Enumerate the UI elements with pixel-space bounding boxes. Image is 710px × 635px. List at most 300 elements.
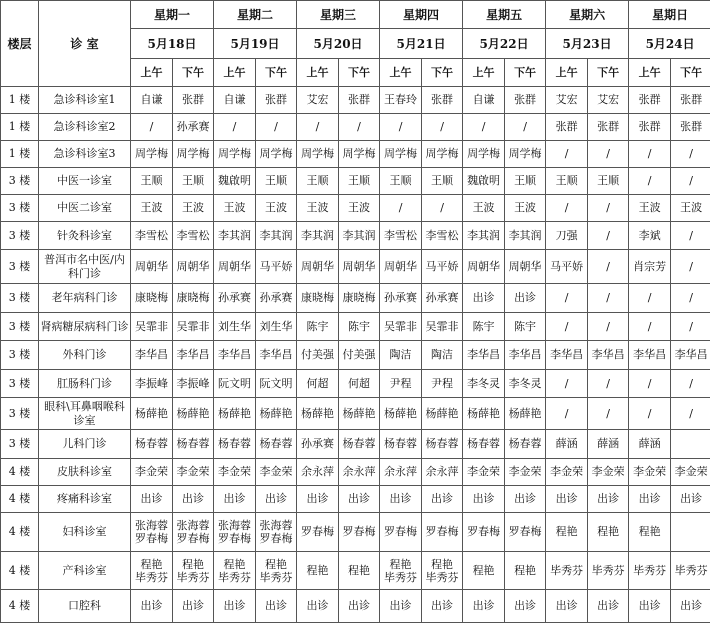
clinic-name-cell: 中医一诊室	[39, 168, 131, 195]
clinic-name-cell: 急诊科诊室3	[39, 141, 131, 168]
am-doctor-cell: 出诊	[131, 590, 173, 623]
am-doctor-cell: 刀强	[546, 222, 588, 250]
am-doctor-cell: 李金荣	[546, 459, 588, 486]
floor-cell: 4 楼	[1, 590, 39, 623]
clinic-name-cell: 妇科诊室	[39, 513, 131, 552]
am-doctor-cell: 周学梅	[131, 141, 173, 168]
pm-doctor-cell: 杨春蓉	[422, 430, 463, 459]
pm-doctor-cell: 出诊	[505, 284, 546, 313]
am-doctor-cell: 阮文明	[214, 370, 256, 398]
pm-doctor-cell: 余永萍	[339, 459, 380, 486]
pm-doctor-cell: 李冬灵	[505, 370, 546, 398]
table-row	[1, 250, 710, 284]
am-doctor-cell: /	[546, 195, 588, 222]
pm-doctor-cell: /	[671, 313, 710, 341]
pm-doctor-cell: 刘生华	[256, 313, 297, 341]
pm-doctor-cell: 李华昌	[588, 341, 629, 370]
am-doctor-cell: 马平娇	[546, 250, 588, 284]
am-doctor-cell: 魏啟明	[214, 168, 256, 195]
pm-doctor-cell: /	[588, 141, 629, 168]
pm-doctor-cell: 出诊	[339, 590, 380, 623]
pm-doctor-cell: 程艳 毕秀芬	[422, 552, 463, 590]
pm-header: 下午	[422, 59, 463, 87]
pm-doctor-cell: /	[339, 114, 380, 141]
clinic-name-cell: 急诊科诊室1	[39, 87, 131, 114]
am-doctor-cell: 李华昌	[629, 341, 671, 370]
am-doctor-cell: /	[629, 141, 671, 168]
am-doctor-cell: 周朝华	[214, 250, 256, 284]
table-row	[1, 195, 710, 222]
pm-doctor-cell: /	[588, 195, 629, 222]
pm-doctor-cell: 出诊	[256, 590, 297, 623]
am-doctor-cell: 李雪松	[380, 222, 422, 250]
am-doctor-cell: 自谦	[214, 87, 256, 114]
clinic-name-cell: 产科诊室	[39, 552, 131, 590]
pm-doctor-cell: 张海蓉 罗春梅	[256, 513, 297, 552]
am-doctor-cell: 艾宏	[297, 87, 339, 114]
am-header: 上午	[380, 59, 422, 87]
date-header: 5月23日	[546, 29, 629, 59]
am-doctor-cell: 康晓梅	[131, 284, 173, 313]
pm-doctor-cell: 王波	[173, 195, 214, 222]
am-doctor-cell: 尹程	[380, 370, 422, 398]
pm-doctor-cell: 程艳 毕秀芬	[173, 552, 214, 590]
weekday-header: 星期日	[629, 1, 710, 29]
floor-cell: 4 楼	[1, 552, 39, 590]
pm-doctor-cell: 出诊	[422, 590, 463, 623]
am-doctor-cell: /	[629, 370, 671, 398]
clinic-name-cell: 老年病科门诊	[39, 284, 131, 313]
am-doctor-cell: 薛涵	[629, 430, 671, 459]
weekday-header: 星期五	[463, 1, 546, 29]
am-doctor-cell: 杨薛艳	[297, 398, 339, 430]
am-doctor-cell: 张海蓉 罗春梅	[131, 513, 173, 552]
am-doctor-cell: 王波	[131, 195, 173, 222]
pm-doctor-cell: 王顺	[588, 168, 629, 195]
am-doctor-cell: /	[297, 114, 339, 141]
pm-doctor-cell: /	[422, 195, 463, 222]
clinic-name-cell: 针灸科诊室	[39, 222, 131, 250]
pm-doctor-cell: 杨薛艳	[256, 398, 297, 430]
am-header: 上午	[297, 59, 339, 87]
pm-doctor-cell: /	[588, 284, 629, 313]
clinic-name-cell: 疼痛科诊室	[39, 486, 131, 513]
am-doctor-cell: 李金荣	[463, 459, 505, 486]
am-doctor-cell: 李斌	[629, 222, 671, 250]
pm-doctor-cell	[671, 430, 710, 459]
am-doctor-cell: /	[380, 114, 422, 141]
am-doctor-cell: /	[546, 284, 588, 313]
table-row	[1, 398, 710, 430]
weekday-header: 星期三	[297, 1, 380, 29]
pm-doctor-cell: 程艳	[505, 552, 546, 590]
am-doctor-cell: 杨薛艳	[214, 398, 256, 430]
pm-doctor-cell: 周朝华	[505, 250, 546, 284]
am-doctor-cell: 李华昌	[546, 341, 588, 370]
am-doctor-cell: /	[131, 114, 173, 141]
pm-doctor-cell: 张海蓉 罗春梅	[173, 513, 214, 552]
am-doctor-cell: 出诊	[214, 590, 256, 623]
am-header: 上午	[463, 59, 505, 87]
pm-header: 下午	[339, 59, 380, 87]
pm-doctor-cell: 出诊	[671, 590, 710, 623]
floor-cell: 3 楼	[1, 341, 39, 370]
am-doctor-cell: 李华昌	[463, 341, 505, 370]
pm-doctor-cell: 周学梅	[505, 141, 546, 168]
pm-doctor-cell: 薛涵	[588, 430, 629, 459]
date-header: 5月24日	[629, 29, 710, 59]
am-doctor-cell: 何超	[297, 370, 339, 398]
pm-doctor-cell: 付美强	[339, 341, 380, 370]
am-doctor-cell: 出诊	[297, 590, 339, 623]
am-doctor-cell: 出诊	[546, 590, 588, 623]
pm-doctor-cell: 杨春蓉	[173, 430, 214, 459]
pm-doctor-cell: 马平娇	[256, 250, 297, 284]
am-doctor-cell: 陶洁	[380, 341, 422, 370]
am-doctor-cell: 王顺	[297, 168, 339, 195]
floor-cell: 3 楼	[1, 398, 39, 430]
clinic-name-cell: 中医二诊室	[39, 195, 131, 222]
floor-cell: 1 楼	[1, 141, 39, 168]
weekday-header: 星期六	[546, 1, 629, 29]
am-doctor-cell: 王波	[629, 195, 671, 222]
am-doctor-cell: 李其润	[297, 222, 339, 250]
pm-doctor-cell: 周学梅	[173, 141, 214, 168]
floor-cell: 3 楼	[1, 284, 39, 313]
am-doctor-cell: 程艳 毕秀芬	[214, 552, 256, 590]
weekday-header: 星期一	[131, 1, 214, 29]
am-doctor-cell: /	[629, 284, 671, 313]
pm-doctor-cell: 陶洁	[422, 341, 463, 370]
am-doctor-cell: 杨春蓉	[463, 430, 505, 459]
am-doctor-cell: 孙承赛	[297, 430, 339, 459]
clinic-name-cell: 肛肠科门诊	[39, 370, 131, 398]
pm-doctor-cell: /	[588, 398, 629, 430]
weekday-header: 星期四	[380, 1, 463, 29]
am-doctor-cell: 张海蓉 罗春梅	[214, 513, 256, 552]
am-doctor-cell: 李雪松	[131, 222, 173, 250]
am-doctor-cell: 出诊	[629, 590, 671, 623]
table-row	[1, 513, 710, 552]
pm-doctor-cell: 阮文明	[256, 370, 297, 398]
date-header: 5月22日	[463, 29, 546, 59]
pm-doctor-cell: 杨薛艳	[173, 398, 214, 430]
am-doctor-cell: 陈宇	[463, 313, 505, 341]
am-doctor-cell: 陈宇	[297, 313, 339, 341]
am-doctor-cell: 付美强	[297, 341, 339, 370]
table-row	[1, 370, 710, 398]
table-row	[1, 168, 710, 195]
pm-header: 下午	[173, 59, 214, 87]
floor-header: 楼层	[1, 1, 39, 87]
pm-doctor-cell: /	[671, 222, 710, 250]
pm-doctor-cell: 周学梅	[256, 141, 297, 168]
pm-doctor-cell: /	[588, 222, 629, 250]
date-header: 5月21日	[380, 29, 463, 59]
am-doctor-cell: /	[546, 370, 588, 398]
pm-doctor-cell: 出诊	[505, 590, 546, 623]
am-header: 上午	[546, 59, 588, 87]
table-row	[1, 87, 710, 114]
pm-header: 下午	[505, 59, 546, 87]
am-doctor-cell: 出诊	[463, 590, 505, 623]
pm-doctor-cell: 杨春蓉	[505, 430, 546, 459]
pm-doctor-cell: 李华昌	[256, 341, 297, 370]
pm-doctor-cell: 张群	[339, 87, 380, 114]
am-doctor-cell: 康晓梅	[297, 284, 339, 313]
pm-doctor-cell: 罗春梅	[339, 513, 380, 552]
table-row	[1, 590, 710, 623]
table-row	[1, 114, 710, 141]
am-doctor-cell: 李金荣	[629, 459, 671, 486]
am-doctor-cell: 出诊	[297, 486, 339, 513]
clinic-name-cell: 口腔科	[39, 590, 131, 623]
am-doctor-cell: 王顺	[546, 168, 588, 195]
pm-doctor-cell: /	[505, 114, 546, 141]
am-doctor-cell: 周朝华	[131, 250, 173, 284]
am-doctor-cell: 出诊	[629, 486, 671, 513]
pm-doctor-cell: 孙承赛	[422, 284, 463, 313]
pm-doctor-cell: 李其润	[256, 222, 297, 250]
pm-doctor-cell: 王波	[256, 195, 297, 222]
am-doctor-cell: 罗春梅	[463, 513, 505, 552]
am-doctor-cell: 出诊	[380, 486, 422, 513]
am-doctor-cell: 出诊	[463, 486, 505, 513]
am-doctor-cell: /	[214, 114, 256, 141]
pm-doctor-cell: 李金荣	[173, 459, 214, 486]
pm-doctor-cell: 李华昌	[505, 341, 546, 370]
pm-doctor-cell: 吴霏非	[173, 313, 214, 341]
clinic-name-cell: 急诊科诊室2	[39, 114, 131, 141]
schedule-body	[1, 87, 710, 623]
pm-doctor-cell: 张群	[671, 87, 710, 114]
pm-doctor-cell: 李其润	[505, 222, 546, 250]
pm-doctor-cell: 马平娇	[422, 250, 463, 284]
am-doctor-cell: /	[629, 313, 671, 341]
clinic-name-cell: 眼科\耳鼻咽喉科诊室	[39, 398, 131, 430]
am-doctor-cell: 张群	[546, 114, 588, 141]
am-doctor-cell: 李华昌	[214, 341, 256, 370]
pm-doctor-cell: 王波	[505, 195, 546, 222]
pm-header: 下午	[671, 59, 710, 87]
pm-doctor-cell: 陈宇	[505, 313, 546, 341]
am-doctor-cell: 李金荣	[131, 459, 173, 486]
table-row	[1, 486, 710, 513]
floor-cell: 3 楼	[1, 370, 39, 398]
pm-doctor-cell: 出诊	[256, 486, 297, 513]
pm-doctor-cell: 康晓梅	[339, 284, 380, 313]
am-doctor-cell: 王波	[463, 195, 505, 222]
pm-doctor-cell: 张群	[588, 114, 629, 141]
floor-cell: 4 楼	[1, 513, 39, 552]
am-doctor-cell: 杨薛艳	[131, 398, 173, 430]
weekday-header: 星期二	[214, 1, 297, 29]
pm-doctor-cell: 张群	[422, 87, 463, 114]
pm-doctor-cell: 杨春蓉	[339, 430, 380, 459]
pm-doctor-cell: /	[671, 168, 710, 195]
pm-doctor-cell: 孙承赛	[173, 114, 214, 141]
am-header: 上午	[131, 59, 173, 87]
am-doctor-cell: 杨春蓉	[131, 430, 173, 459]
pm-doctor-cell: 李金荣	[671, 459, 710, 486]
pm-doctor-cell: 周学梅	[339, 141, 380, 168]
am-doctor-cell: 杨薛艳	[463, 398, 505, 430]
am-doctor-cell: 周学梅	[214, 141, 256, 168]
table-row	[1, 341, 710, 370]
table-row	[1, 313, 710, 341]
pm-doctor-cell: /	[588, 313, 629, 341]
am-doctor-cell: 周学梅	[463, 141, 505, 168]
am-doctor-cell: 李其润	[214, 222, 256, 250]
clinic-name-cell: 皮肤科诊室	[39, 459, 131, 486]
table-row	[1, 552, 710, 590]
pm-doctor-cell: 李金荣	[505, 459, 546, 486]
pm-doctor-cell: 王顺	[505, 168, 546, 195]
am-doctor-cell: 程艳 毕秀芬	[380, 552, 422, 590]
am-doctor-cell: 肖宗芳	[629, 250, 671, 284]
floor-cell: 3 楼	[1, 250, 39, 284]
pm-doctor-cell: 程艳 毕秀芬	[256, 552, 297, 590]
pm-doctor-cell: /	[588, 370, 629, 398]
clinic-name-cell: 外科门诊	[39, 341, 131, 370]
date-header: 5月18日	[131, 29, 214, 59]
am-doctor-cell: 自谦	[463, 87, 505, 114]
pm-header: 下午	[256, 59, 297, 87]
pm-doctor-cell: 李金荣	[256, 459, 297, 486]
date-header: 5月20日	[297, 29, 380, 59]
pm-doctor-cell: /	[671, 141, 710, 168]
am-doctor-cell: 罗春梅	[297, 513, 339, 552]
pm-doctor-cell: 何超	[339, 370, 380, 398]
pm-doctor-cell: 王顺	[339, 168, 380, 195]
pm-doctor-cell: 孙承赛	[256, 284, 297, 313]
pm-doctor-cell: 杨薛艳	[339, 398, 380, 430]
floor-cell: 4 楼	[1, 459, 39, 486]
am-doctor-cell: 王波	[214, 195, 256, 222]
table-row	[1, 459, 710, 486]
pm-doctor-cell: 李华昌	[671, 341, 710, 370]
pm-doctor-cell: 张群	[173, 87, 214, 114]
pm-doctor-cell: 周朝华	[173, 250, 214, 284]
pm-doctor-cell: 出诊	[339, 486, 380, 513]
pm-doctor-cell: 张群	[671, 114, 710, 141]
am-doctor-cell: 程艳	[297, 552, 339, 590]
pm-doctor-cell: 出诊	[422, 486, 463, 513]
pm-doctor-cell: 出诊	[173, 486, 214, 513]
am-doctor-cell: /	[629, 168, 671, 195]
clinic-header: 诊 室	[39, 1, 131, 87]
am-doctor-cell: 自谦	[131, 87, 173, 114]
date-header: 5月19日	[214, 29, 297, 59]
am-doctor-cell: 程艳 毕秀芬	[131, 552, 173, 590]
pm-doctor-cell: 张群	[256, 87, 297, 114]
am-doctor-cell: 张群	[629, 87, 671, 114]
am-doctor-cell: /	[546, 313, 588, 341]
am-doctor-cell: 周朝华	[380, 250, 422, 284]
pm-doctor-cell: 周朝华	[339, 250, 380, 284]
am-doctor-cell: 王波	[297, 195, 339, 222]
pm-doctor-cell: 李其润	[339, 222, 380, 250]
pm-doctor-cell: 出诊	[671, 486, 710, 513]
am-doctor-cell: /	[546, 398, 588, 430]
am-doctor-cell: 出诊	[546, 486, 588, 513]
table-row	[1, 284, 710, 313]
am-doctor-cell: 杨春蓉	[214, 430, 256, 459]
am-doctor-cell: 出诊	[131, 486, 173, 513]
pm-doctor-cell: /	[671, 284, 710, 313]
am-doctor-cell: 王春玲	[380, 87, 422, 114]
pm-doctor-cell: 杨薛艳	[422, 398, 463, 430]
pm-doctor-cell: 吴霏非	[422, 313, 463, 341]
pm-doctor-cell: 王波	[671, 195, 710, 222]
floor-cell: 3 楼	[1, 168, 39, 195]
am-doctor-cell: 艾宏	[546, 87, 588, 114]
am-doctor-cell: /	[463, 114, 505, 141]
am-doctor-cell: 魏啟明	[463, 168, 505, 195]
am-doctor-cell: 李振峰	[131, 370, 173, 398]
am-header: 上午	[214, 59, 256, 87]
pm-doctor-cell: 王顺	[173, 168, 214, 195]
table-row	[1, 222, 710, 250]
am-doctor-cell: 刘生华	[214, 313, 256, 341]
pm-doctor-cell: 李雪松	[422, 222, 463, 250]
floor-cell: 1 楼	[1, 114, 39, 141]
am-doctor-cell: 薛涵	[546, 430, 588, 459]
clinic-name-cell: 肾病糖尿病科门诊	[39, 313, 131, 341]
am-doctor-cell: 张群	[629, 114, 671, 141]
pm-doctor-cell: 罗春梅	[505, 513, 546, 552]
pm-doctor-cell: 毕秀芬	[588, 552, 629, 590]
pm-doctor-cell: 张群	[505, 87, 546, 114]
table-row	[1, 141, 710, 168]
pm-doctor-cell: /	[671, 250, 710, 284]
pm-doctor-cell: 杨春蓉	[256, 430, 297, 459]
pm-doctor-cell: 艾宏	[588, 87, 629, 114]
pm-doctor-cell: 李振峰	[173, 370, 214, 398]
clinic-name-cell: 普洱市名中医/内科门诊	[39, 250, 131, 284]
am-doctor-cell: 吴霏非	[131, 313, 173, 341]
am-doctor-cell: 余永萍	[297, 459, 339, 486]
pm-doctor-cell: /	[588, 250, 629, 284]
am-doctor-cell: 杨薛艳	[380, 398, 422, 430]
am-doctor-cell: 王顺	[131, 168, 173, 195]
pm-doctor-cell: 周学梅	[422, 141, 463, 168]
am-doctor-cell: 李华昌	[131, 341, 173, 370]
pm-doctor-cell	[671, 513, 710, 552]
am-doctor-cell: /	[380, 195, 422, 222]
am-doctor-cell: /	[629, 398, 671, 430]
am-doctor-cell: 罗春梅	[380, 513, 422, 552]
pm-doctor-cell: 李雪松	[173, 222, 214, 250]
am-doctor-cell: 程艳	[546, 513, 588, 552]
floor-cell: 4 楼	[1, 486, 39, 513]
pm-doctor-cell: /	[671, 370, 710, 398]
floor-cell: 3 楼	[1, 222, 39, 250]
pm-doctor-cell: 陈宇	[339, 313, 380, 341]
pm-doctor-cell: 余永萍	[422, 459, 463, 486]
am-doctor-cell: 吴霏非	[380, 313, 422, 341]
am-doctor-cell: 孙承赛	[380, 284, 422, 313]
clinic-name-cell: 儿科门诊	[39, 430, 131, 459]
am-doctor-cell: 程艳	[463, 552, 505, 590]
table-row	[1, 430, 710, 459]
pm-doctor-cell: 李金荣	[588, 459, 629, 486]
floor-cell: 3 楼	[1, 195, 39, 222]
am-doctor-cell: 王顺	[380, 168, 422, 195]
am-doctor-cell: 出诊	[214, 486, 256, 513]
am-doctor-cell: 毕秀芬	[546, 552, 588, 590]
floor-cell: 1 楼	[1, 87, 39, 114]
